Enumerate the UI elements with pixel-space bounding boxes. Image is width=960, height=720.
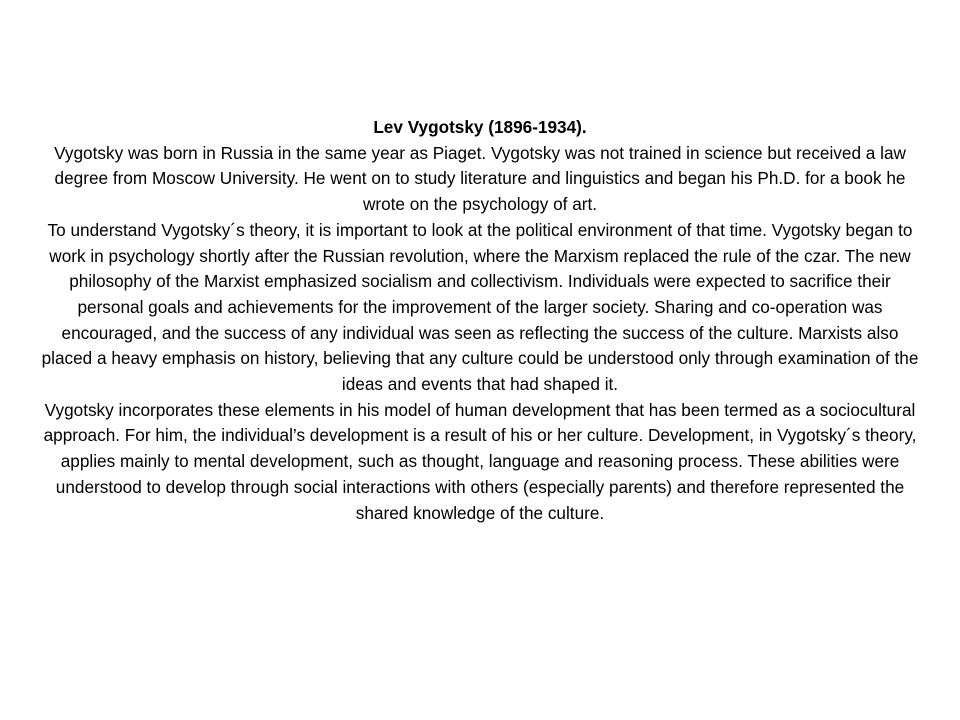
slide-title: Lev Vygotsky (1896-1934). [373,117,587,137]
slide-text-block [40,115,920,526]
paragraph-sociocultural-approach: Vygotsky incorporates these elements in his model of human development that has been termed as a sociocultural approach. For him, the individual’s development is a result of his or her culture. Development, in Vygotsky´s theory, applies mainly to mental development, such as thought, language and reasoning process. These abilities were understood to develop through social interactions with others (especially parents) and therefore represented the shared knowledge of the culture. [43,399,917,523]
paragraph-biography: Vygotsky was born in Russia in the same year as Piaget. Vygotsky was not trained in science but received a law degree from Moscow University. He went on to study literature and linguistics and began his Ph.D. for a book he wrote on the psychology of art. [54,142,906,215]
paragraph-political-context: To understand Vygotsky´s theory, it is important to look at the political environment of that time. Vygotsky began to work in psychology shortly after the Russian revolution, where the Marxism replaced the rule of the czar. The new philosophy of the Marxist emphasized socialism and collectivism. Individuals were expected to sacrifice their personal goals and achievements for the improvement of the larger society. Sharing and co-operation was encouraged, and the success of any individual was seen as reflecting the success of the culture. Marxists also placed a heavy emphasis on history, believing that any culture could be understood only through examination of the ideas and events that had shaped it. [41,219,919,395]
